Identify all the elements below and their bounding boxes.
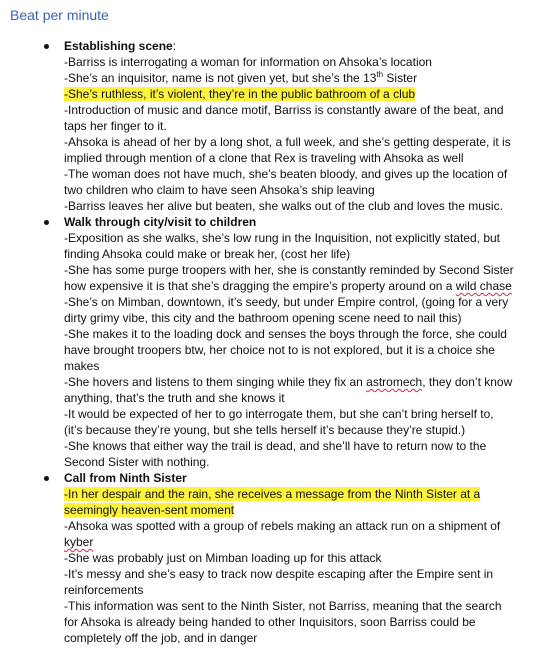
body-line: taps her finger to it. [64, 119, 167, 133]
body-line-highlighted: -She’s ruthless, it’s violent, they’re in the public bathroom of a club [64, 87, 416, 101]
section-establishing-scene [0, 38, 540, 214]
body-line: -She’s on Mimban, downtown, it’s seedy, but under Empire control, (going for a very [64, 295, 509, 309]
body-line: -She makes it to the loading dock and senses the boys through the force, she could [64, 327, 507, 341]
body-line: -Exposition as she walks, she’s low rung in the Inquisition, not explicitly stated, but [64, 231, 501, 245]
section-heading: Walk through city/visit to children [64, 215, 257, 229]
body-line: -She was probably just on Mimban loading up for this attack [64, 551, 382, 565]
body-line: -Barriss leaves her alive but beaten, she walks out of the club and loves the music. [64, 199, 503, 213]
spellcheck-word: wild chase [455, 279, 512, 293]
section-walk-through-city [0, 214, 540, 470]
body-line: -It would be expected of her to go interrogate them, but she can’t bring herself to, [64, 407, 494, 421]
body-line: -She knows that either way the trail is dead, and she’ll have to return now to the [64, 439, 487, 453]
section-heading: Call from Ninth Sister [64, 471, 187, 485]
body-line: for Ahsoka is already being handed to other Inquisitors, soon Barriss could be [64, 615, 476, 629]
body-line: have brought troopers btw, her choice not to is not explored, but it is a choice she [64, 343, 495, 357]
section-call-from-ninth-sister [0, 470, 540, 646]
section-heading: Establishing scene: [64, 39, 177, 53]
spellcheck-word: astromech [366, 375, 423, 389]
body-line: finding Ahsoka could make or break her, (cost her life) [64, 247, 351, 261]
body-line: -Ahsoka is ahead of her by a long shot, a full week, and she’s getting desperate, it is [64, 135, 511, 149]
body-line: implied through mention of a clone that Rex is traveling with Ahsoka as well [64, 151, 464, 165]
body-line: -She has some purge troopers with her, she is constantly reminded by Second Sister [64, 263, 514, 277]
body-line: -Barriss is interrogating a woman for information on Ahsoka’s location [64, 55, 432, 69]
body-line: completely off the job, and in danger [64, 631, 258, 645]
body-line: dirty grimy vibe, this city and the bathroom opening scene need to nail this) [64, 311, 462, 325]
body-line: Second Sister with nothing. [64, 455, 210, 469]
body-line: -She’s an inquisitor, name is not given yet, but she’s the 13th Sister [64, 70, 418, 85]
spellcheck-word: kyber [64, 535, 94, 549]
bullet-icon [44, 44, 49, 49]
body-line [64, 534, 506, 550]
body-line: reinforcements [64, 583, 144, 597]
body-line-highlighted: -In her despair and the rain, she receives a message from the Ninth Sister at a [64, 487, 481, 501]
body-line: -Introduction of music and dance motif, Barriss is constantly aware of the beat, and [64, 103, 504, 117]
body-line-highlighted: seemingly heaven-sent moment [64, 503, 235, 517]
body-line: -She hovers and listens to them singing while they fix an astromech, they don’t know [64, 375, 513, 389]
body-line: -Ahsoka was spotted with a group of rebels making an attack run on a shipment of [64, 519, 501, 533]
bullet-icon [44, 476, 49, 481]
outline-list [0, 38, 540, 646]
document-title: Beat per minute [10, 7, 109, 23]
body-line: (it’s because they’re young, but she tells herself it’s because they’re stupid.) [64, 423, 466, 437]
body-line: how expensive it is that she’s dragging the empire’s property around on a wild chase [64, 279, 512, 293]
bullet-icon [44, 220, 49, 225]
body-line: makes [64, 359, 100, 373]
body-line: -The woman does not have much, she’s beaten bloody, and gives up the location of [64, 167, 508, 181]
body-line: two children who claim to have seen Ahsoka’s ship leaving [64, 183, 375, 197]
body-line: -This information was sent to the Ninth Sister, not Barriss, meaning that the search [64, 599, 502, 613]
body-line: -It’s messy and she’s easy to track now despite escaping after the Empire sent in [64, 567, 494, 581]
body-line: anything, that’s the truth and she knows it [64, 391, 285, 405]
